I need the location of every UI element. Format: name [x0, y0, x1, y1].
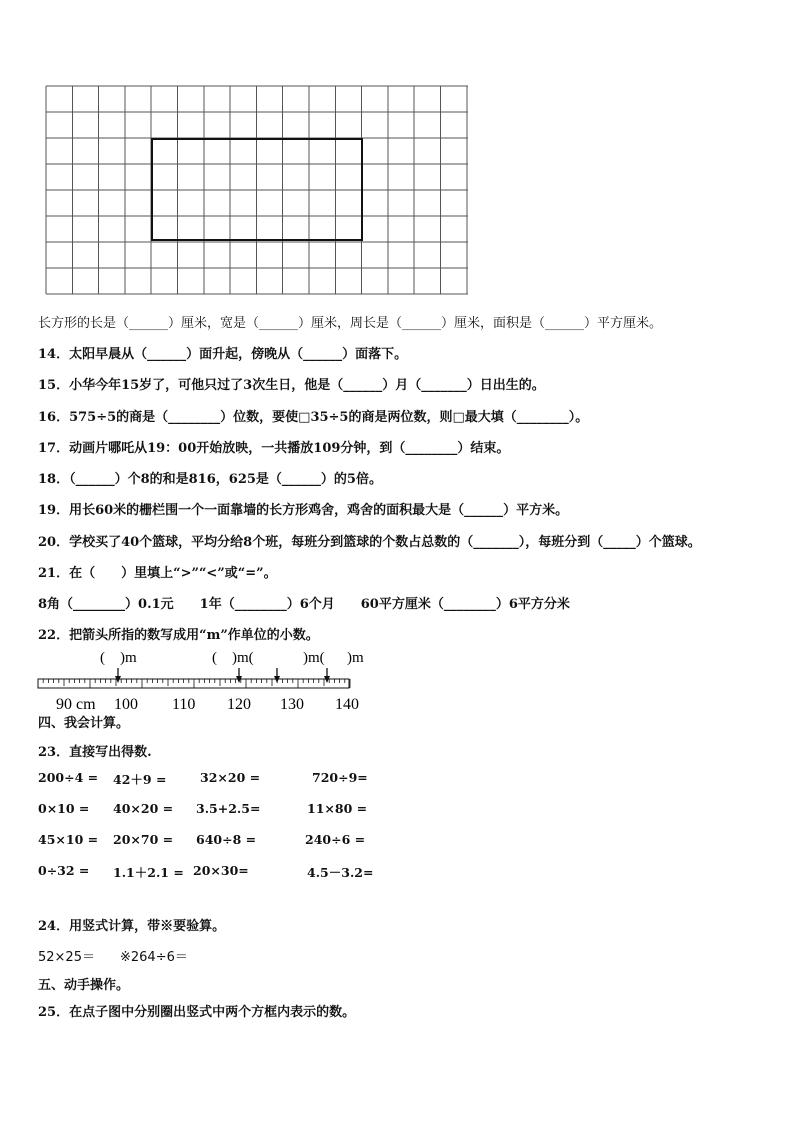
question-15: 15．小华今年15岁了，可他只过了3次生日，他是（______）月（_______）日出生的。	[38, 378, 545, 393]
calc-item: 240÷6 =	[305, 832, 366, 847]
arrow-label-2: ( )m(	[212, 650, 254, 666]
tick-label-130: 130	[280, 696, 304, 713]
arrow-label-1: ( )m	[100, 650, 137, 666]
tick-label-90: 90 cm	[56, 696, 96, 713]
question-18: 18．（______）个8的和是816，625是（______）的5倍。	[38, 472, 382, 487]
calc-item: 720÷9=	[312, 770, 368, 785]
calc-item: 20×70 =	[113, 832, 174, 847]
arrow-label-4: )m	[332, 650, 364, 666]
question-24: 24．用竖式计算，带※要验算。	[38, 919, 226, 934]
calc-item: 640÷8 =	[196, 832, 257, 847]
calc-item: 20×30=	[193, 863, 249, 878]
calc-item: 11×80 =	[307, 801, 368, 816]
tick-label-120: 120	[227, 696, 251, 713]
section-5-heading: 五、动手操作。	[38, 978, 130, 993]
calc-item: 0×10 =	[38, 801, 90, 816]
calc-item: 1.1＋2.1 =	[113, 865, 184, 880]
calc-item: 40×20 =	[113, 801, 174, 816]
question-25: 25．在点子图中分别圈出竖式中两个方框内表示的数。	[38, 1005, 356, 1020]
calc-item: 4.5－3.2=	[307, 865, 374, 880]
question-16: 16．575÷5的商是（________）位数，要使□35÷5的商是两位数，则□最大填（________）。	[38, 410, 589, 425]
section-4-heading: 四、我会计算。	[38, 716, 130, 731]
number-line-ruler	[36, 646, 366, 714]
question-23: 23．直接写出得数.	[38, 745, 152, 760]
calc-item: 200÷4 =	[38, 770, 99, 785]
grid-caption: 长方形的长是（______）厘米，宽是（______）厘米，周长是（______）厘米，面积是（______）平方厘米。	[38, 316, 663, 331]
question-19: 19．用长60米的栅栏围一个一面靠墙的长方形鸡舍，鸡舍的面积最大是（______）平方米。	[38, 503, 569, 518]
grid-diagram	[44, 84, 470, 296]
calc-item: 45×10 =	[38, 832, 99, 847]
calc-item: 0÷32 =	[38, 863, 90, 878]
question-20: 20．学校买了40个篮球，平均分给8个班，每班分到篮球的个数占总数的（_______），每班分到（_____）个篮球。	[38, 535, 701, 550]
question-14: 14．太阳早晨从（______）面升起，傍晚从（______）面落下。	[38, 347, 408, 362]
question-21: 21．在（ ）里填上“>”“<”或“=”。	[38, 566, 277, 581]
q24-item-2: ※264÷6＝	[120, 950, 188, 965]
q24-item-1: 52×25＝	[38, 950, 95, 965]
calc-item: 32×20 =	[200, 770, 261, 785]
tick-label-110: 110	[172, 696, 196, 713]
tick-label-100: 100	[114, 696, 138, 713]
question-17: 17．动画片哪吒从19：00开始放映，一共播放109分钟，到（________）结束。	[38, 441, 510, 456]
arrow-label-3: )m(	[288, 650, 325, 666]
tick-label-140: 140	[335, 696, 359, 713]
calc-item: 42＋9 =	[113, 772, 167, 787]
question-21-items: 8角（________）0.1元 1年（________）6个月 60平方厘米（________）6平方分米	[38, 597, 570, 612]
question-22: 22．把箭头所指的数写成用“m”作单位的小数。	[38, 628, 319, 643]
calc-item: 3.5+2.5=	[196, 801, 261, 816]
